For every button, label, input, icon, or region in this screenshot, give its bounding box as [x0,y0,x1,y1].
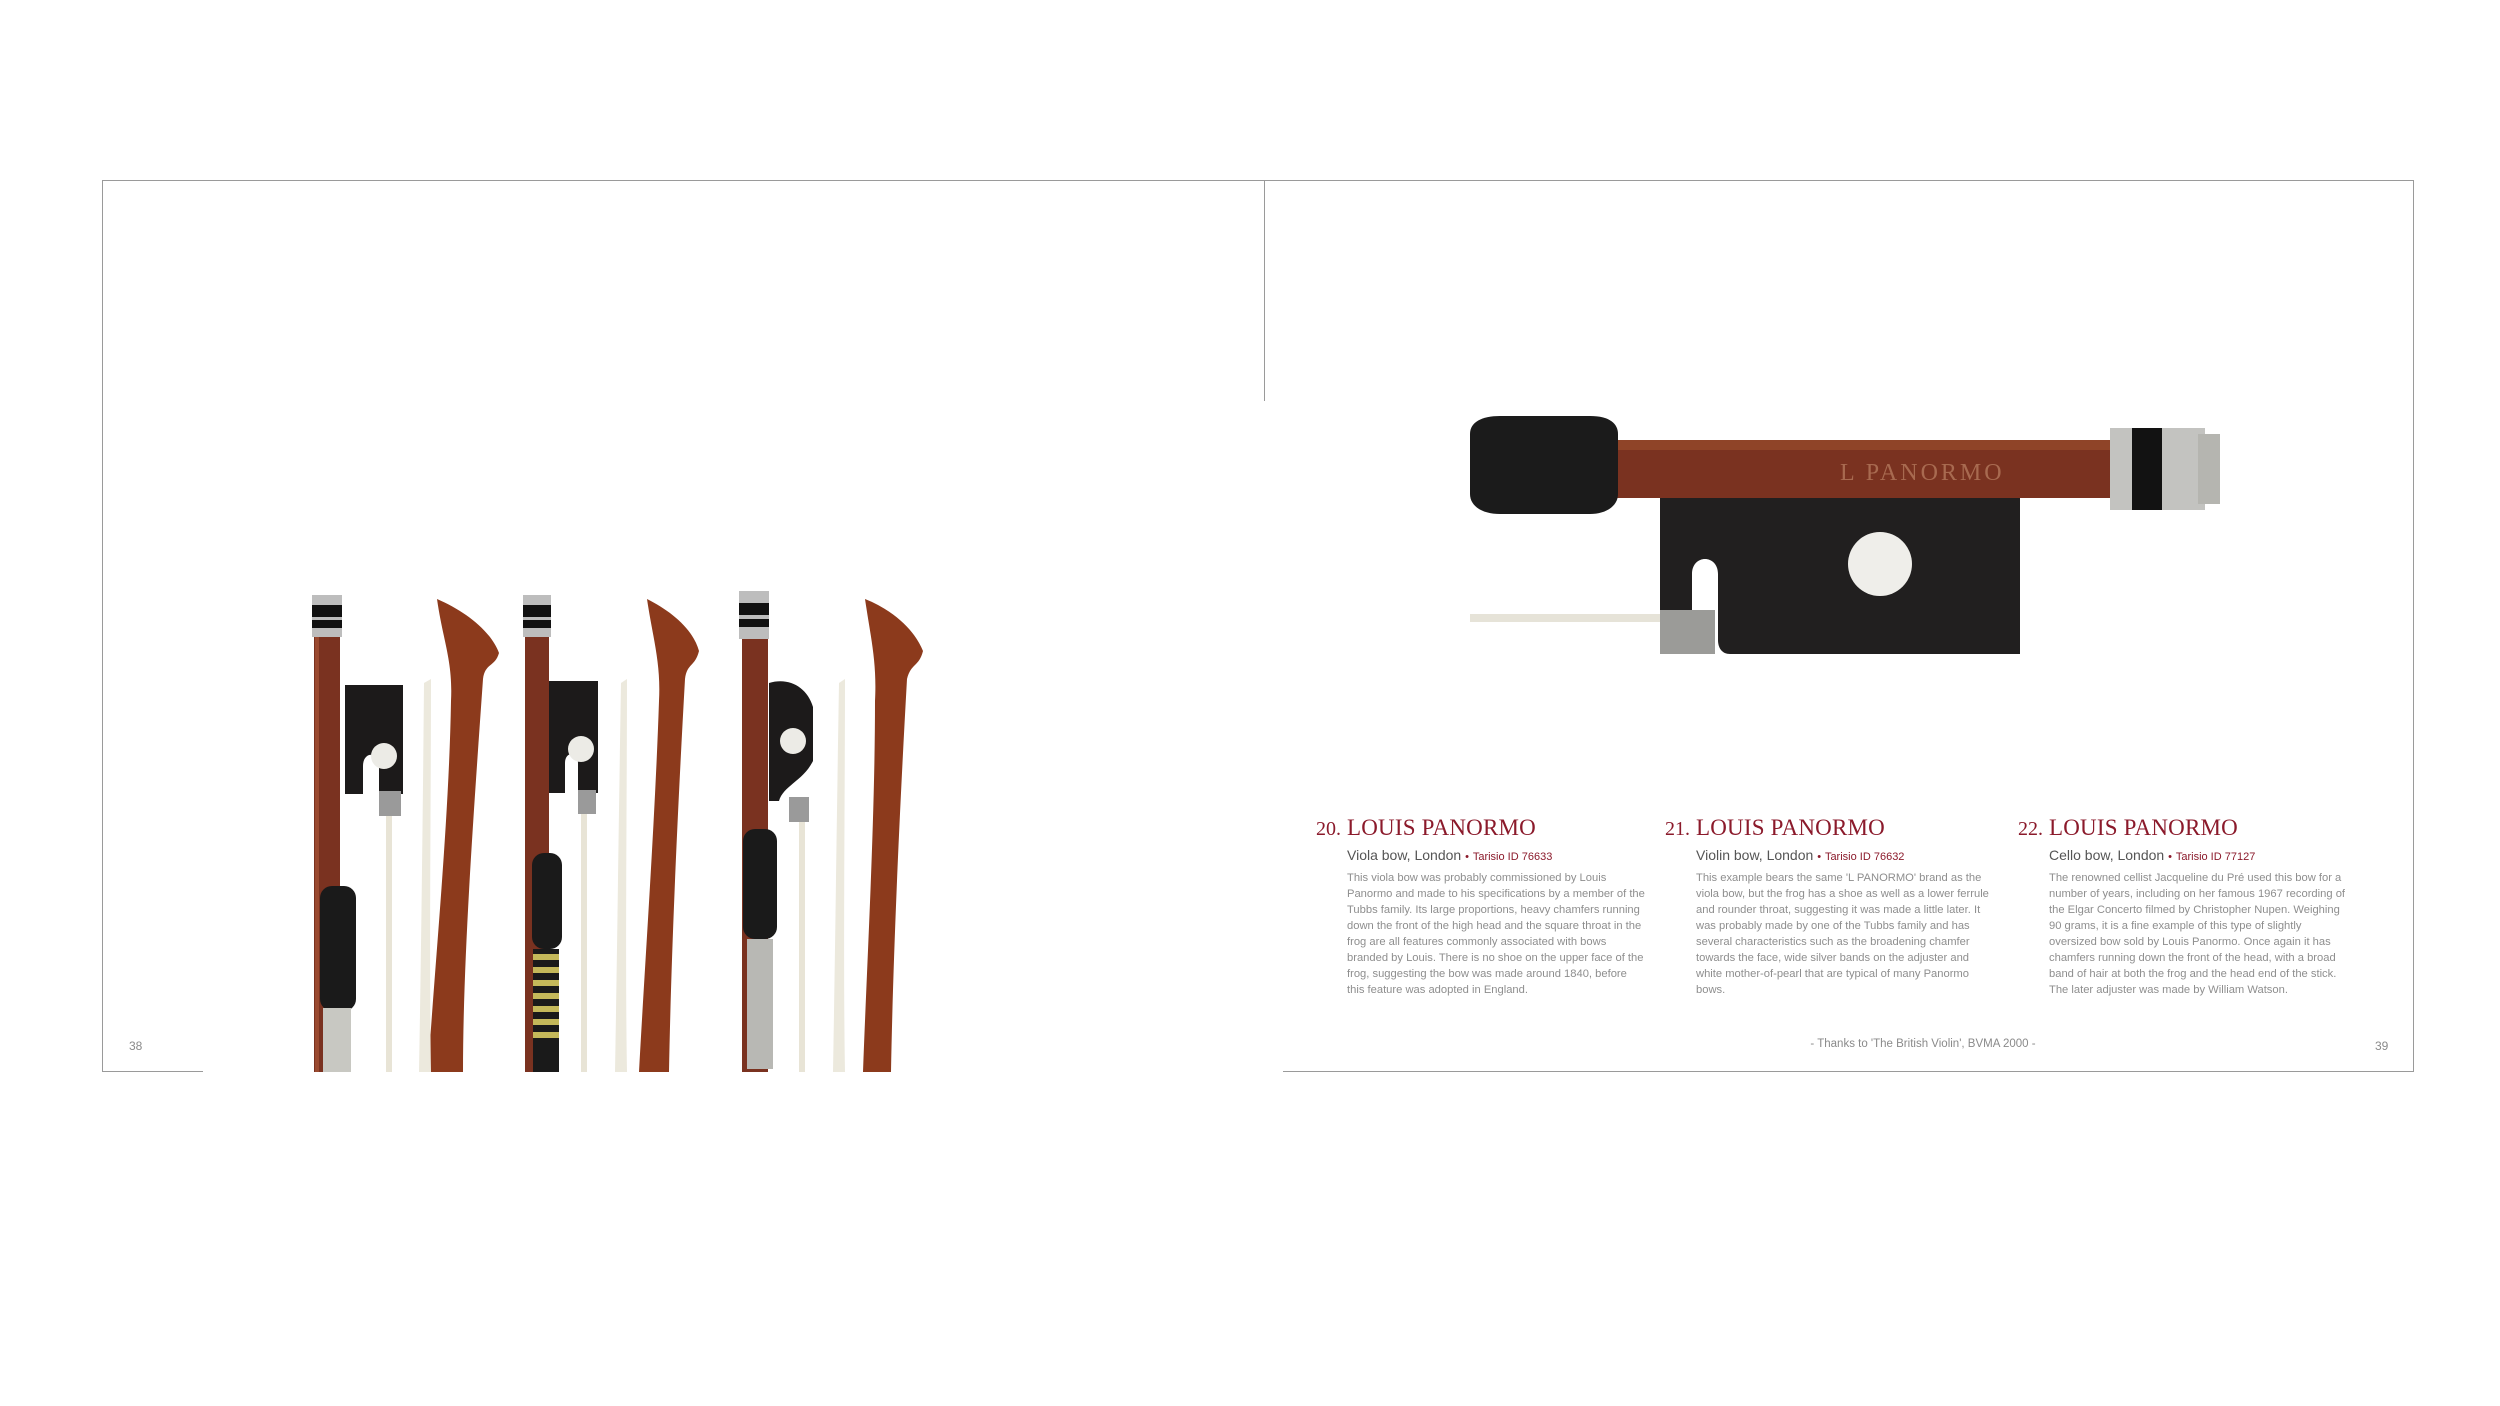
book-spread [102,180,2414,1072]
entry-heading [1665,815,1985,841]
entry-separator: • [1817,851,1822,863]
tarisio-id: Tarisio ID 76632 [1824,851,1905,863]
frog-closeup-photo [1460,374,2240,664]
entry-number: 22. [2018,818,2043,840]
entry-subtitle: Viola bow, London [1347,847,1462,863]
entry-separator: • [2168,851,2172,863]
entry-20 [1316,815,1645,998]
page-number-left: 38 [129,1039,143,1053]
page-number-right: 39 [2375,1039,2389,1053]
entry-subtitle-line [2049,847,2338,863]
entry-body: The renowned cellist Jacqueline du Pré used this bow for a number of years, including on her famous 1967 recording of the Elgar Concerto filmed by Christopher Nupen. Weighing 90 grams, it is a fine example of this type of slightly oversized bow sold by Louis Panormo. Once again it has chamfers running down the front of the head, with a broad band of hair at both the frog and the head end of the stick. The later adjuster was made by William Watson. [2049,872,2346,996]
entry-body: This viola bow was probably commissioned by Louis Panormo and made to his specifications by a member of the Tubbs family. Its large proportions, heavy chamfers running down the front of the high head and the square throat in the frog are all features commonly associated with bows branded by Louis. There is no shoe on the upper face of the frog, suggesting the bow was made around 1840, before this feature was adopted in England. [1347,872,1645,996]
tarisio-id: Tarisio ID 77127 [2175,851,2256,863]
entry-subtitle: Violin bow, London [1696,847,1814,863]
entry-21 [1665,815,1989,998]
credit-line: - Thanks to 'The British Violin', BVMA 2000 - [1810,1038,2036,1050]
entry-number: 20. [1316,818,1341,840]
entry-number: 21. [1665,818,1690,840]
entry-title: LOUIS PANORMO [1696,815,1885,840]
entry-heading [1316,815,1636,841]
entry-separator: • [1465,851,1469,863]
tarisio-id: Tarisio ID 76633 [1472,851,1553,863]
frog-stamp: L PANORMO [1840,460,2005,486]
three-bows-photo [203,401,1283,1072]
entry-heading [2018,815,2338,841]
entry-body: This example bears the same 'L PANORMO' brand as the viola bow, but the frog has a shoe as well as a lower ferrule and rounder throat, suggesting it was made a little later. It was probably made by one of the Tubbs family and has several characteristics such as the broadening chamfer towards the face, wide silver bands on the adjuster and white mother-of-pearl that are typical of many Panormo bows. [1696,872,1989,996]
entry-title: LOUIS PANORMO [1347,815,1536,840]
entry-subtitle: Cello bow, London [2049,847,2165,863]
entry-title: LOUIS PANORMO [2049,815,2238,840]
entry-subtitle-line [1696,847,1985,863]
entry-subtitle-line [1347,847,1636,863]
entry-22 [2018,815,2346,998]
